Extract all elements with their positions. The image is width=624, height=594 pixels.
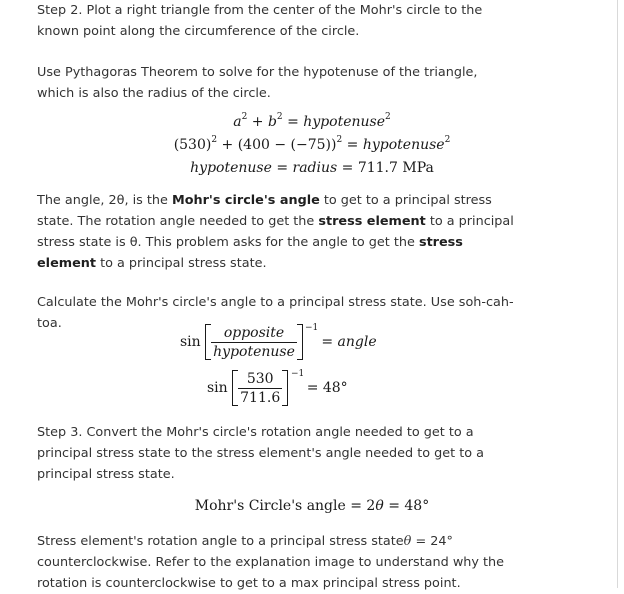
equation-substitution: $(530)^2 + (400 - (-75))^2$ = hypotenuse$^2$ — [173, 135, 451, 153]
pythagoras-paragraph: Use Pythagoras Theorem to solve for the hypotenuse of the triangle, which is also the radius of the circle. — [37, 65, 478, 101]
equation-sine-general: sin $\frac{\text{opposite}}{\text{hypotenuse}}$ −1 = angle — [180, 323, 377, 360]
step3-paragraph: Step 3. Convert the Mohr's circle's rotation angle needed to get to a principal stress state to the stress element's angle needed to get to a principal stress state. — [37, 425, 484, 482]
step2-paragraph: Step 2. Plot a right triangle from the center of the Mohr's circle to the known point along the circumference of the circle. — [37, 3, 483, 39]
final-paragraph: Stress element's rotation angle to a principal stress stateθ = 24° counterclockwise. Refer to the explanation image to understand why the rotation is counterclockwise to get to a max principal stress point. — [37, 534, 505, 591]
equation-mohr-angle: Mohr's Circle's angle = 2θ = 48° — [194, 498, 430, 514]
angle-paragraph: The angle, 2θ, is the Mohr's circle's angle to get to a principal stress state. The rotation angle needed to get the stress element to a principal stress state is θ. This problem asks for the angle to get the stress element to a principal stress state. — [37, 193, 514, 271]
equation-pythagoras: $a^2 + b^2$ = hypotenuse$^2$ — [233, 112, 391, 130]
equation-sine-values: sin $\frac{530}{711.6}$ −1 = 48° — [207, 369, 348, 406]
soh-cah-toa-paragraph: Calculate the Mohr's circle's angle to a principal stress state. Use soh-cah-toa. — [37, 295, 514, 331]
equation-result: hypotenuse = radius = 711.7 MPa — [190, 160, 434, 176]
